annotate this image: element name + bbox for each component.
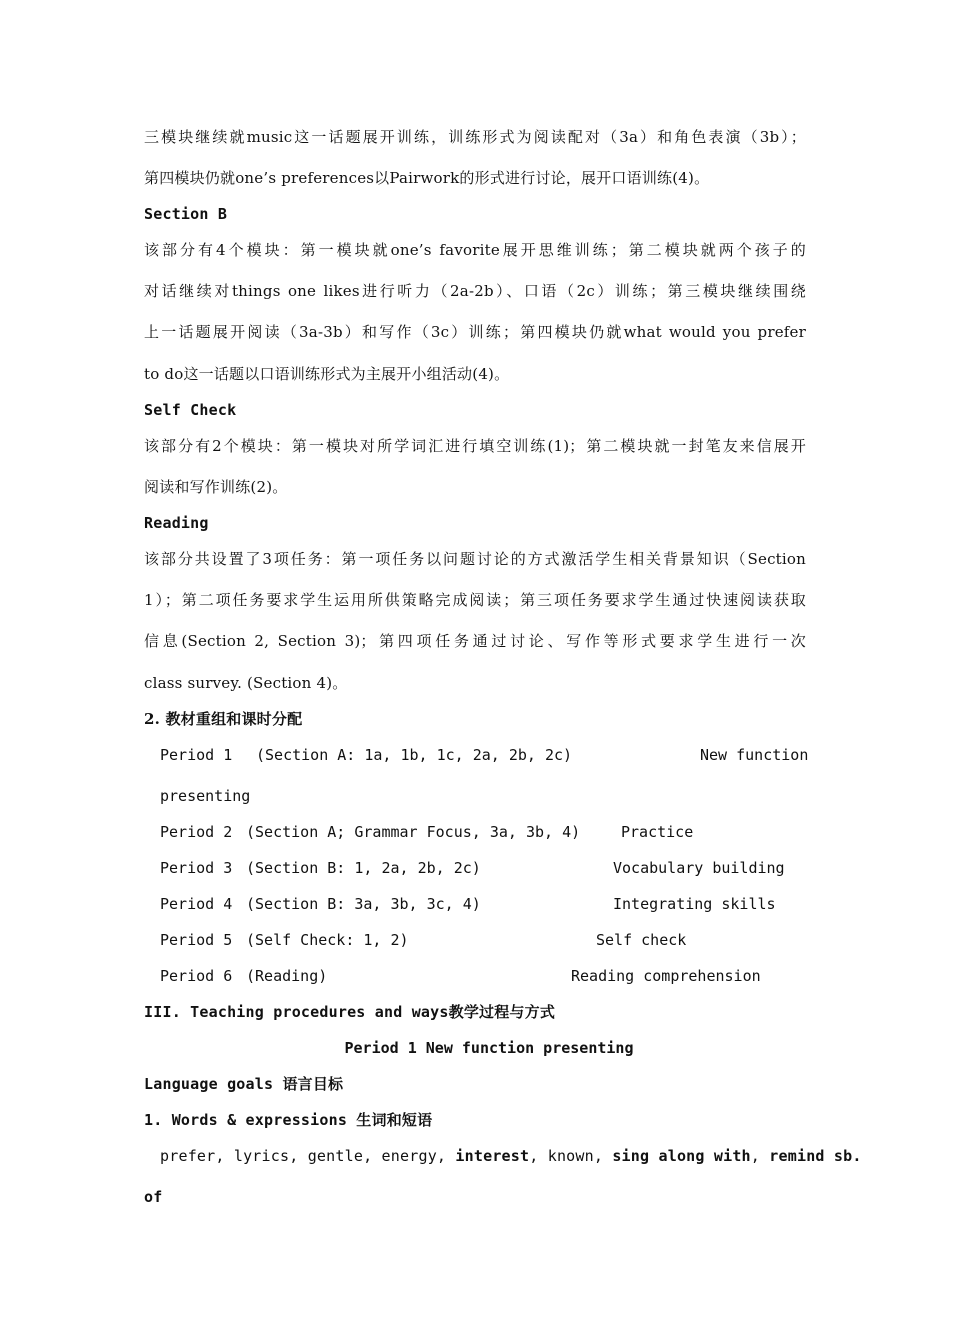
phrase-remind-sb: remind sb.: [769, 1147, 862, 1165]
paragraph-line: 信息(Section 2, Section 3)；第四项任务通过讨论、写作等形式要求学生进行一次: [144, 632, 806, 650]
paragraph-line: 对话继续对things one likes进行听力（2a-2b）、口语（2c）训练；第三模块继续围绕: [144, 282, 806, 300]
paragraph-line: to do这一话题以口语训练形式为主展开小组活动(4)。: [144, 365, 510, 383]
word-list-plain: ,: [750, 1147, 770, 1165]
period-desc: Integrating skills: [613, 895, 776, 913]
word-list-plain: , known,: [529, 1147, 613, 1165]
period-desc: Self check: [596, 931, 687, 949]
paragraph-line: class survey. (Section 4)。: [144, 674, 348, 692]
language-goals-heading: Language goals 语言目标: [144, 1075, 344, 1093]
period-label: Period 4: [160, 895, 233, 913]
period-title: Period 1 New function presenting: [344, 1039, 634, 1057]
words-line: [160, 1146, 862, 1166]
period-desc: Vocabulary building: [613, 859, 785, 877]
procedures-heading: III. Teaching procedures and ways教学过程与方式: [144, 1003, 556, 1021]
period-desc: Practice: [621, 823, 694, 841]
word-interest: interest: [455, 1147, 530, 1165]
period-desc: Reading comprehension: [571, 967, 761, 985]
period-range: (Section A: 1a, 1b, 1c, 2a, 2b, 2c): [256, 746, 573, 764]
reading-heading: Reading: [144, 514, 209, 532]
words-line-continued: of: [144, 1188, 163, 1206]
paragraph-line: 该部分共设置了3项任务：第一项任务以问题讨论的方式激活学生相关背景知识（Section: [144, 550, 806, 568]
period-label: Period 5: [160, 931, 233, 949]
paragraph-line: 该部分有4个模块：第一模块就one’s favorite展开思维训练；第二模块就两个孩子的: [144, 241, 806, 259]
period-range: (Section B: 3a, 3b, 3c, 4): [246, 895, 481, 913]
period-label: Period 1: [160, 746, 233, 764]
period-desc: New function: [700, 746, 809, 764]
period-range: (Reading): [246, 967, 328, 985]
self-check-heading: Self Check: [144, 401, 237, 419]
paragraph-line: 第四模块仍就one’s preferences以Pairwork的形式进行讨论，展开口语训练(4)。: [144, 169, 710, 187]
words-heading: 1. Words & expressions 生词和短语: [144, 1111, 433, 1129]
period-label: Period 6: [160, 967, 233, 985]
word-list-plain: prefer, lyrics, gentle, energy,: [160, 1147, 456, 1165]
period-label: Period 2: [160, 823, 233, 841]
paragraph-line: 上一话题展开阅读（3a-3b）和写作（3c）训练；第四模块仍就what would you prefer: [144, 323, 806, 341]
period-label: Period 3: [160, 859, 233, 877]
reorg-heading: 2. 教材重组和课时分配: [144, 710, 303, 728]
paragraph-line: 该部分有2个模块：第一模块对所学词汇进行填空训练(1)；第二模块就一封笔友来信展开: [144, 437, 806, 455]
paragraph-line: 阅读和写作训练(2)。: [144, 478, 288, 496]
period-range: (Section B: 1, 2a, 2b, 2c): [246, 859, 481, 877]
paragraph-line: 三模块继续就music这一话题展开训练，训练形式为阅读配对（3a）和角色表演（3b）；: [144, 128, 806, 146]
section-b-heading: Section B: [144, 205, 228, 223]
period-range: (Section A; Grammar Focus, 3a, 3b, 4): [246, 823, 581, 841]
paragraph-line: 1）；第二项任务要求学生运用所供策略完成阅读；第三项任务要求学生通过快速阅读获取: [144, 591, 806, 609]
period-range: (Self Check: 1, 2): [246, 931, 409, 949]
period-desc-continued: presenting: [160, 787, 251, 805]
phrase-sing-along-with: sing along with: [612, 1147, 751, 1165]
